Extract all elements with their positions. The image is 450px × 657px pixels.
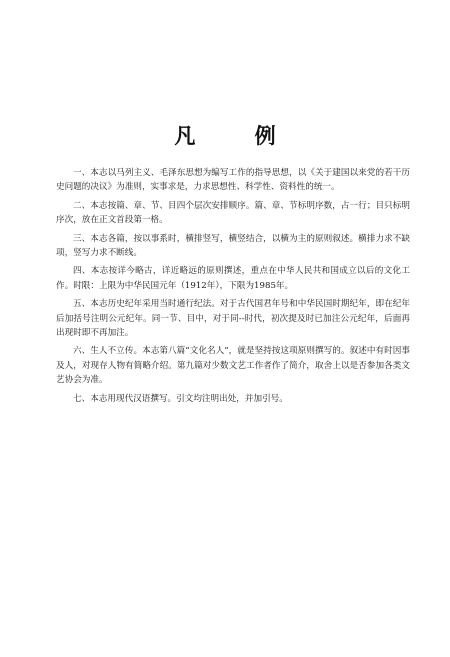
guideline-paragraph-7: 七、本志用现代汉语撰写。引文均注明出处，并加引号。: [73, 393, 288, 404]
page-title: 凡 例: [174, 124, 302, 148]
guideline-paragraph-6: 六、生人不立传。本志第八篇“文化名人”，就是坚持按这项原则撰写的。叙述中有时因事及人，对现存人物有简略介绍。第九篇对少数文艺工作者作了简介，取舍上以是否参加各类文艺协会为准。: [56, 346, 410, 386]
guideline-paragraph-5: 五、本志历史纪年采用当时通行纪法。对于古代国君年号和中华民国时期纪年，即在纪年后加括号注明公元纪年。同一节、目中，对于同--时代，初次提及时已加注公元纪年，后面再出现时即不再加注。: [56, 299, 410, 339]
guideline-paragraph-4: 四、本志按详今略古，详近略远的原则撰述，重点在中华人民共和国成立以后的文化工作。时限：上限为中华民国元年（1912年），下限为1985年。: [56, 266, 410, 291]
guideline-paragraph-1: 一、本志以马列主义、毛泽东思想为编写工作的指导思想，以《关于建国以来党的若干历史问题的决议》为准则，实事求是，力求思想性、科学性、资料性的统一。: [56, 168, 410, 193]
guideline-paragraph-2: 二、本志按篇、章、节、目四个层次安排顺序。篇、章、节标明序数，占一行；目只标明序次，放在正文首段第一格。: [56, 200, 410, 226]
guideline-paragraph-3: 三、本志各篇，按以事系时，横排竖写，横竖结合，以横为主的原则叙述。横排力求不缺项，竖写力求不断线。: [56, 233, 410, 259]
guidelines-body: [56, 166, 410, 410]
